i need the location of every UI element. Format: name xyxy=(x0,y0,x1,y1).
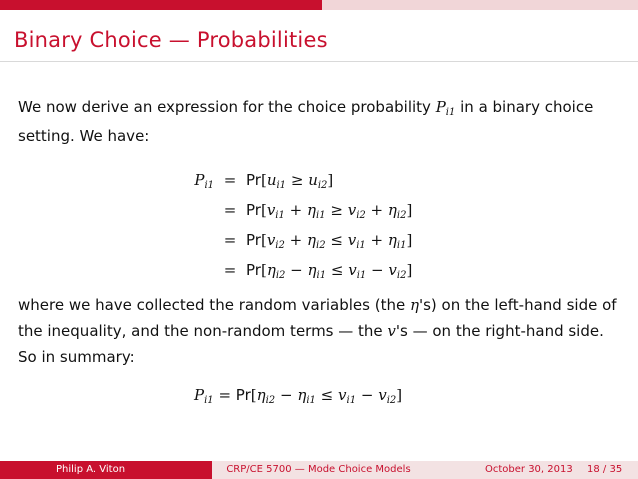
footer-date: October 30, 2013 xyxy=(485,464,573,475)
equation-row xyxy=(150,165,412,195)
summary-equation: $P_{i1} = Pr[\eta_{i2} - \eta_{i1} \le v_{i1} - v_{i2}]$ xyxy=(194,386,403,406)
slide-title: Binary Choice — Probabilities xyxy=(14,28,328,52)
footer-course: CRP/CE 5700 — Mode Choice Models xyxy=(212,461,425,479)
equation-rhs-2: $Pr[v_{i1} + \eta_{i1} \ge v_{i2} + \eta_{i2}]$ xyxy=(246,201,413,221)
progress-remaining xyxy=(322,0,638,10)
equals-sign: = xyxy=(223,171,237,189)
explanation-paragraph xyxy=(18,292,618,370)
footer-page-number: 18 / 35 xyxy=(587,464,623,475)
slide-footer xyxy=(0,461,638,479)
equation-row xyxy=(150,195,412,225)
progress-filled xyxy=(0,0,322,10)
title-divider xyxy=(0,61,638,62)
v-symbol: v xyxy=(387,322,396,340)
intro-paragraph xyxy=(18,94,618,149)
equals-sign: = xyxy=(223,231,237,249)
explanation-text-1: where we have collected the random variables (the xyxy=(18,296,410,314)
equals-sign: = xyxy=(223,261,237,279)
lhs-prob: $P_{i1}$ xyxy=(194,171,214,191)
prob-symbol: $P_{i1}$ xyxy=(435,98,456,118)
intro-text-2: in a binary choice setting. We have: xyxy=(18,98,594,145)
explanation-text-2: 's) on the left-hand side of the inequality, and the non-random terms — the xyxy=(18,296,617,340)
eta-symbol: η xyxy=(409,296,419,314)
equals-sign: = xyxy=(223,201,237,219)
derivation-equations xyxy=(150,165,412,285)
footer-date-page xyxy=(425,461,638,479)
equation-row xyxy=(150,255,412,285)
equation-rhs-1: $Pr[u_{i1} \ge u_{i2}]$ xyxy=(246,171,334,191)
explanation-text-3: 's — on the right-hand side. So in summary: xyxy=(18,322,604,366)
equation-rhs-4: $Pr[\eta_{i2} - \eta_{i1} \le v_{i1} - v_{i2}]$ xyxy=(246,261,413,281)
equation-row xyxy=(150,225,412,255)
top-progress-bar xyxy=(0,0,638,10)
intro-text-1: We now derive an expression for the choice probability xyxy=(18,98,436,116)
footer-author: Philip A. Viton xyxy=(0,461,212,479)
equation-rhs-3: $Pr[v_{i2} + \eta_{i2} \le v_{i1} + \eta_{i1}]$ xyxy=(246,231,413,251)
